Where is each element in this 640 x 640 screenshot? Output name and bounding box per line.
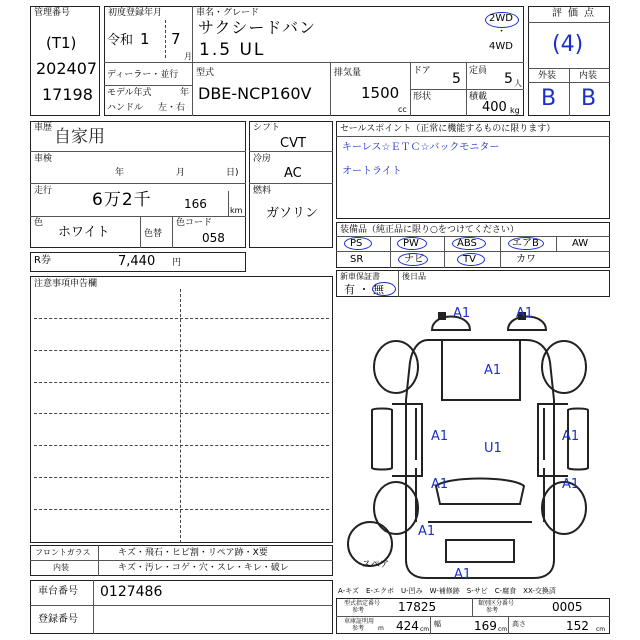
interior-label: 内装 <box>53 563 69 572</box>
ext-grade: B <box>541 86 557 111</box>
length-value: 424 <box>396 619 419 633</box>
spare-label: スペア <box>362 560 390 570</box>
regno-label: 登録番号 <box>38 614 78 625</box>
int-grade: B <box>581 86 597 111</box>
shape-label: 形状 <box>413 92 432 102</box>
height-value: 152 <box>566 619 589 633</box>
equipment-header: 装備品（純正品に限り○をつけてください） <box>340 225 519 235</box>
aircon-value: AC <box>284 166 302 181</box>
warranty-value: 有 ・ 無 <box>344 283 384 296</box>
color-value: ホワイト <box>58 225 110 240</box>
damage-mark-hood: A1 <box>484 363 502 378</box>
mileage-label: 走行 <box>34 186 53 196</box>
length-sub: 参考 <box>352 625 365 632</box>
load-value: 400 <box>482 100 507 115</box>
wheel-fl <box>374 341 418 393</box>
width-label: 幅 <box>434 620 441 628</box>
car-label: 車名・グレード <box>196 8 260 18</box>
reg-era: 令和 <box>107 33 134 48</box>
sales-header: セールスポイント（正常に機能するものに限ります） <box>340 124 556 134</box>
reg-month-unit: 月 <box>184 52 192 61</box>
engine-label: 排気量 <box>334 68 362 78</box>
length-unit-cm: cm <box>420 626 430 633</box>
load-label: 積載 <box>469 92 488 102</box>
shift-value: CVT <box>280 136 306 151</box>
rating-label: 評価点 <box>552 8 600 19</box>
damage-mark-roof-right: A1 <box>516 306 534 321</box>
damage-mark-center: U1 <box>484 441 502 456</box>
reg-label: 初度登録年月 <box>108 8 163 18</box>
drive-dot: ・ <box>497 27 507 37</box>
damage-mark-rear-left: A1 <box>418 524 436 539</box>
doors-value: 5 <box>452 71 461 87</box>
car-name: サクシードバン <box>198 18 317 37</box>
color-label: 色 <box>34 218 44 228</box>
designation-label: 型式指定番号 <box>344 600 381 607</box>
designation-value: 17825 <box>398 600 437 614</box>
model-year-unit: 年 <box>180 88 190 98</box>
fuel-label: 燃料 <box>253 186 272 196</box>
mgmt-line-1: (T1) <box>46 34 77 52</box>
capacity-value: 5 <box>504 71 513 87</box>
int-label: 内装 <box>579 71 598 81</box>
mgmt-line-3: 17198 <box>42 85 93 104</box>
recycle-value: 7,440 <box>118 254 156 269</box>
wheel-rl <box>374 482 418 534</box>
category-value: 0005 <box>552 600 583 614</box>
model-year-label: モデル年式 <box>107 88 152 98</box>
mgmt-line-2: 202407 <box>36 59 98 78</box>
interior-value: キズ・汚レ・コゲ・穴・スレ・キレ・破レ <box>118 563 289 573</box>
shift-label: シフト <box>253 123 281 133</box>
engine-unit: cc <box>398 105 407 114</box>
damage-mark-right-fender: A1 <box>562 477 580 492</box>
inspection-label: 車検 <box>34 154 53 164</box>
designation-sub: 参考 <box>352 607 365 614</box>
equip-tv: TV <box>463 254 476 265</box>
fuel-value: ガソリン <box>266 206 319 221</box>
car-outline <box>406 340 554 578</box>
type-value: DBE-NCP160V <box>198 84 312 103</box>
equip-pw: PW <box>403 238 419 249</box>
height-label: 高さ <box>512 620 526 628</box>
recycle-unit: 円 <box>172 258 182 268</box>
usage-label: 車歴 <box>34 123 53 133</box>
length-unit: m <box>378 625 384 632</box>
damage-legend: A-キズ E-エクボ U-凹み W-補修跡 S-サビ C-腐食 XX-交換済 <box>338 587 556 595</box>
length-label: 車庫証明用 <box>344 618 375 625</box>
equip-aw: AW <box>572 238 589 249</box>
mileage-unit: km <box>230 206 243 215</box>
mgmt-label: 管理番号 <box>34 8 71 18</box>
warranty-none-circle <box>372 282 396 296</box>
inspection-month-unit: 月 <box>176 168 186 178</box>
height-unit: cm <box>596 626 606 633</box>
recycle-label: R券 <box>34 255 51 266</box>
damage-mark-rear: A1 <box>454 567 472 582</box>
width-value: 169 <box>474 619 497 633</box>
equip-airbag: エアB <box>512 238 539 249</box>
engine-value: 1500 <box>361 84 400 102</box>
chassis-value: 0127486 <box>100 584 163 600</box>
damage-mark-right-door: A1 <box>562 429 580 444</box>
capacity-label: 定員 <box>469 66 488 76</box>
car-grade: 1.5 UL <box>199 40 266 60</box>
dealer-label: ディーラー・並行 <box>107 70 179 80</box>
handle-label: ハンドル <box>107 103 144 113</box>
aircon-label: 冷房 <box>253 154 272 164</box>
reg-year: 1 <box>140 30 150 48</box>
drive-4wd: 4WD <box>489 41 513 52</box>
inspection-day-unit: 日) <box>226 168 239 178</box>
equip-abs: ABS <box>457 238 477 249</box>
backup-label: 後日品 <box>402 272 426 281</box>
ext-label: 外装 <box>538 71 557 81</box>
notes-box <box>30 276 333 543</box>
drive-2wd: 2WD <box>489 13 513 24</box>
chassis-label: 車台番号 <box>38 586 78 597</box>
category-sub: 参考 <box>486 607 499 614</box>
glass-label: フロントガラス <box>35 548 91 557</box>
equip-sr: SR <box>350 254 364 265</box>
usage-value: 自家用 <box>54 127 105 147</box>
damage-mark-left-door: A1 <box>431 429 449 444</box>
damage-mark-left-fender: A1 <box>431 477 449 492</box>
glass-value: キズ・飛石・ヒビ割・リペア跡・X要 <box>118 548 268 558</box>
equip-navi: ナビ <box>404 254 424 265</box>
sales-line-2: オートライト <box>342 166 402 177</box>
doors-label: ドア <box>413 66 431 76</box>
wheel-fr <box>542 341 586 393</box>
capacity-unit: 人 <box>514 79 522 88</box>
color-change-label: 色替 <box>144 229 163 239</box>
color-code: 058 <box>202 231 225 245</box>
warranty-label: 新車保証書 <box>340 272 380 281</box>
sales-line-1: キーレス☆ＥＴＣ☆バックモニター <box>342 142 500 153</box>
load-unit: kg <box>510 106 520 115</box>
equip-ps: PS <box>350 238 363 249</box>
mileage-sub: 166 <box>184 197 207 211</box>
rating-score: (4) <box>552 32 584 57</box>
width-unit: cm <box>498 626 508 633</box>
category-label: 類別区分番号 <box>478 600 515 607</box>
handle-value: 左・右 <box>158 103 186 113</box>
notes-label: 注意事項申告欄 <box>34 279 98 289</box>
mileage-value: 6万2千 <box>92 190 152 210</box>
inspection-year-unit: 年 <box>115 168 125 178</box>
type-label: 型式 <box>196 68 215 78</box>
reg-month: 7 <box>171 30 181 48</box>
damage-mark-roof-left: A1 <box>453 306 471 321</box>
equip-leather: カワ <box>516 254 536 265</box>
color-code-label: 色コード <box>176 218 213 228</box>
